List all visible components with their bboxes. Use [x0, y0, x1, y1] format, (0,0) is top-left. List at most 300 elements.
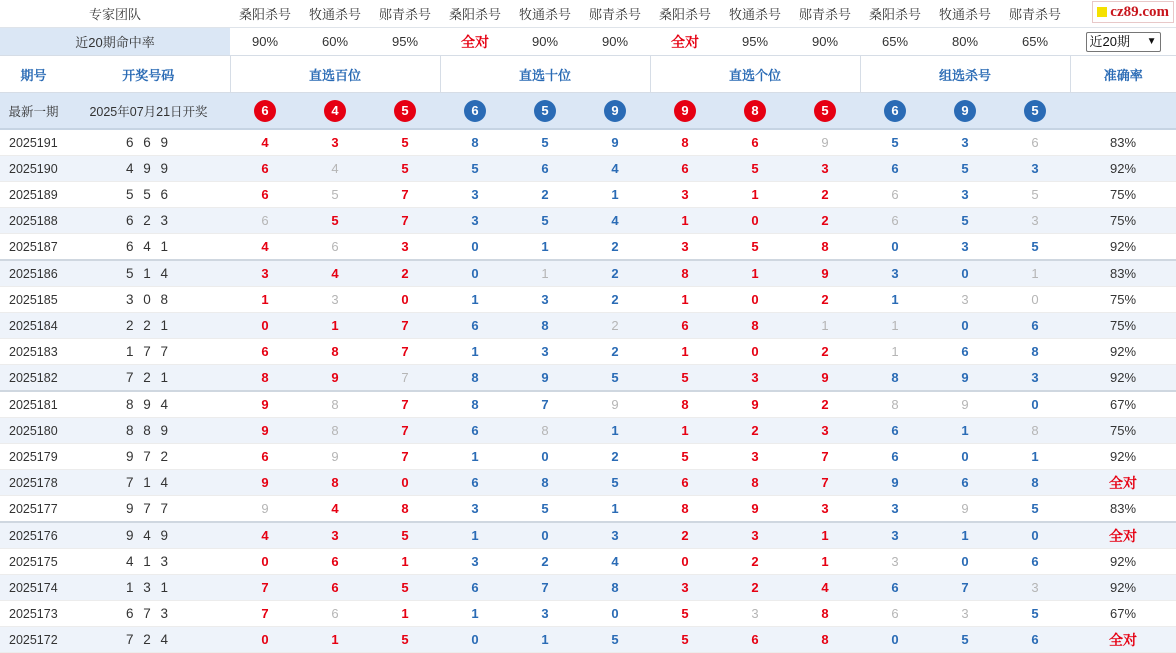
kill-number-cell: 6 [650, 470, 720, 496]
kill-number-cell: 5 [370, 627, 440, 653]
kill-number-cell: 3 [300, 129, 370, 156]
kill-number-cell: 3 [930, 601, 1000, 627]
kill-number-cell: 3 [300, 522, 370, 549]
hit-rate-row [0, 28, 1176, 56]
kill-number-cell: 2 [720, 549, 790, 575]
kill-number-cell: 1 [300, 627, 370, 653]
kill-number-cell: 6 [720, 627, 790, 653]
kill-number-cell: 2 [580, 339, 650, 365]
kill-number-cell: 3 [440, 182, 510, 208]
kill-number-cell: 6 [300, 601, 370, 627]
number-ball: 6 [884, 100, 906, 122]
kill-number-cell: 8 [1000, 470, 1070, 496]
kill-number-cell: 8 [510, 418, 580, 444]
kill-number-cell: 5 [650, 627, 720, 653]
expert-name: 桑阳杀号 [230, 0, 300, 28]
number-ball: 5 [534, 100, 556, 122]
kill-number-cell: 3 [440, 496, 510, 523]
accuracy-cell: 全对 [1070, 470, 1176, 496]
table-row [0, 339, 1176, 365]
number-ball: 5 [1024, 100, 1046, 122]
kill-number-cell: 6 [300, 575, 370, 601]
accuracy-cell: 67% [1070, 601, 1176, 627]
kill-number-cell: 3 [1000, 156, 1070, 182]
col-hundreds: 直选百位 [230, 56, 440, 93]
kill-number-cell: 9 [930, 391, 1000, 418]
kill-number-cell: 4 [230, 234, 300, 261]
number-ball: 9 [674, 100, 696, 122]
kill-number-cell: 6 [440, 575, 510, 601]
expert-name: 郧青杀号 [370, 0, 440, 28]
accuracy-cell: 92% [1070, 365, 1176, 392]
latest-draw-row [0, 93, 1176, 130]
kill-number-cell: 6 [860, 444, 930, 470]
kill-number-cell: 0 [860, 627, 930, 653]
kill-number-cell: 3 [860, 496, 930, 523]
kill-number-cell: 1 [370, 601, 440, 627]
table-row [0, 391, 1176, 418]
table-row [0, 522, 1176, 549]
kill-number-cell: 6 [650, 313, 720, 339]
hit-rate: 全对 [440, 28, 510, 56]
draw-code-cell: 3 0 8 [67, 287, 230, 313]
kill-number-cell: 4 [790, 575, 860, 601]
expert-name: 郧青杀号 [1000, 0, 1070, 28]
kill-number-cell: 1 [650, 418, 720, 444]
kill-number-cell: 5 [930, 627, 1000, 653]
period-cell: 2025190 [0, 156, 67, 182]
kill-number-cell: 9 [720, 496, 790, 523]
kill-number-cell: 9 [230, 496, 300, 523]
hit-rate: 90% [580, 28, 650, 56]
number-ball: 6 [464, 100, 486, 122]
kill-number-cell: 0 [440, 260, 510, 287]
draw-code-cell: 7 2 4 [67, 627, 230, 653]
kill-number-cell: 3 [930, 287, 1000, 313]
kill-number-cell: 8 [230, 365, 300, 392]
kill-number-cell: 9 [510, 365, 580, 392]
kill-number-cell: 3 [230, 260, 300, 287]
draw-code-cell: 5 5 6 [67, 182, 230, 208]
draw-code-cell: 9 4 9 [67, 522, 230, 549]
number-ball: 8 [744, 100, 766, 122]
kill-number-cell: 6 [720, 129, 790, 156]
kill-number-cell: 5 [370, 129, 440, 156]
accuracy-cell: 83% [1070, 496, 1176, 523]
kill-number-cell: 0 [580, 601, 650, 627]
period-cell: 2025179 [0, 444, 67, 470]
table-row [0, 627, 1176, 653]
kill-number-cell: 6 [440, 418, 510, 444]
accuracy-cell: 83% [1070, 260, 1176, 287]
kill-number-cell: 1 [440, 339, 510, 365]
table-row [0, 418, 1176, 444]
kill-number-cell: 0 [440, 234, 510, 261]
kill-number-cell: 0 [930, 313, 1000, 339]
kill-number-cell: 8 [1000, 339, 1070, 365]
accuracy-cell: 83% [1070, 129, 1176, 156]
kill-number-cell: 2 [650, 522, 720, 549]
kill-number-cell: 6 [1000, 129, 1070, 156]
kill-number-cell: 2 [580, 444, 650, 470]
latest-ball-cell [370, 93, 440, 130]
kill-number-cell: 6 [1000, 549, 1070, 575]
latest-ball-cell [1000, 93, 1070, 130]
kill-number-cell: 8 [300, 470, 370, 496]
kill-number-cell: 8 [510, 470, 580, 496]
period-cell: 2025174 [0, 575, 67, 601]
hit-rate: 95% [370, 28, 440, 56]
kill-number-cell: 5 [580, 470, 650, 496]
kill-number-cell: 8 [300, 391, 370, 418]
draw-code-cell: 8 8 9 [67, 418, 230, 444]
kill-number-cell: 1 [580, 418, 650, 444]
kill-number-cell: 2 [720, 575, 790, 601]
table-row [0, 549, 1176, 575]
draw-code-cell: 7 2 1 [67, 365, 230, 392]
kill-number-cell: 2 [580, 313, 650, 339]
kill-number-cell: 3 [370, 234, 440, 261]
kill-number-cell: 9 [230, 391, 300, 418]
draw-code-cell: 9 7 2 [67, 444, 230, 470]
kill-number-cell: 1 [650, 339, 720, 365]
logo-cell [1070, 0, 1176, 28]
accuracy-cell: 92% [1070, 549, 1176, 575]
accuracy-cell: 67% [1070, 391, 1176, 418]
kill-number-cell: 8 [510, 313, 580, 339]
kill-number-cell: 3 [440, 549, 510, 575]
kill-number-cell: 5 [370, 522, 440, 549]
kill-number-cell: 7 [370, 418, 440, 444]
kill-number-cell: 0 [1000, 287, 1070, 313]
kill-number-cell: 3 [1000, 208, 1070, 234]
expert-name: 桑阳杀号 [440, 0, 510, 28]
hit-rate: 90% [230, 28, 300, 56]
period-cell: 2025191 [0, 129, 67, 156]
kill-number-cell: 2 [790, 339, 860, 365]
kill-number-cell: 8 [720, 313, 790, 339]
kill-number-cell: 1 [440, 601, 510, 627]
kill-number-cell: 3 [720, 365, 790, 392]
period-cell: 2025177 [0, 496, 67, 523]
latest-ball-cell [930, 93, 1000, 130]
kill-number-cell: 6 [230, 156, 300, 182]
expert-name: 牧通杀号 [510, 0, 580, 28]
kill-number-cell: 3 [720, 601, 790, 627]
kill-number-cell: 1 [860, 287, 930, 313]
kill-number-cell: 1 [1000, 260, 1070, 287]
number-ball: 6 [254, 100, 276, 122]
expert-name: 牧通杀号 [300, 0, 370, 28]
kill-number-cell: 1 [510, 260, 580, 287]
kill-number-cell: 3 [580, 522, 650, 549]
kill-number-cell: 8 [300, 339, 370, 365]
kill-number-cell: 1 [300, 313, 370, 339]
period-select[interactable] [1086, 32, 1161, 52]
kill-number-cell: 1 [790, 549, 860, 575]
kill-number-cell: 1 [860, 339, 930, 365]
kill-number-cell: 6 [860, 418, 930, 444]
kill-number-cell: 8 [720, 470, 790, 496]
period-cell: 2025186 [0, 260, 67, 287]
latest-ball-cell [720, 93, 790, 130]
col-code: 开奖号码 [67, 56, 230, 93]
kill-number-cell: 1 [580, 182, 650, 208]
period-cell: 2025175 [0, 549, 67, 575]
expert-name: 郧青杀号 [790, 0, 860, 28]
kill-number-cell: 4 [230, 522, 300, 549]
period-cell: 2025182 [0, 365, 67, 392]
kill-number-cell: 2 [790, 208, 860, 234]
kill-number-cell: 1 [930, 418, 1000, 444]
kill-number-cell: 6 [440, 313, 510, 339]
kill-number-cell: 6 [300, 549, 370, 575]
kill-number-cell: 9 [300, 444, 370, 470]
kill-number-cell: 8 [860, 391, 930, 418]
kill-number-cell: 0 [1000, 522, 1070, 549]
draw-code-cell: 6 7 3 [67, 601, 230, 627]
expert-name: 郧青杀号 [580, 0, 650, 28]
site-logo[interactable] [1092, 1, 1174, 23]
kill-number-cell: 4 [300, 496, 370, 523]
kill-number-cell: 5 [300, 182, 370, 208]
latest-ball-cell [230, 93, 300, 130]
kill-number-cell: 2 [580, 287, 650, 313]
kill-number-cell: 7 [510, 391, 580, 418]
col-period: 期号 [0, 56, 67, 93]
draw-code-cell: 8 9 4 [67, 391, 230, 418]
logo-square-icon [1097, 7, 1107, 17]
kill-number-cell: 2 [580, 234, 650, 261]
kill-number-cell: 8 [300, 418, 370, 444]
table-row [0, 496, 1176, 523]
table-row [0, 156, 1176, 182]
kill-number-cell: 1 [1000, 444, 1070, 470]
kill-number-cell: 3 [300, 287, 370, 313]
table-row [0, 234, 1176, 261]
latest-ball-cell [650, 93, 720, 130]
col-tens: 直选十位 [440, 56, 650, 93]
kill-number-cell: 5 [930, 156, 1000, 182]
kill-number-cell: 7 [790, 444, 860, 470]
kill-number-cell: 6 [930, 470, 1000, 496]
table-row [0, 470, 1176, 496]
kill-number-cell: 5 [1000, 496, 1070, 523]
kill-number-cell: 2 [510, 182, 580, 208]
kill-number-cell: 0 [440, 627, 510, 653]
draw-code-cell: 4 1 3 [67, 549, 230, 575]
kill-number-cell: 8 [790, 601, 860, 627]
hit-rate: 95% [720, 28, 790, 56]
kill-number-cell: 9 [790, 260, 860, 287]
hit-rate: 全对 [650, 28, 720, 56]
kill-number-cell: 7 [930, 575, 1000, 601]
draw-code-cell: 4 9 9 [67, 156, 230, 182]
kill-number-cell: 3 [790, 496, 860, 523]
kill-number-cell: 6 [440, 470, 510, 496]
kill-number-cell: 2 [790, 182, 860, 208]
kill-number-cell: 1 [650, 287, 720, 313]
kill-number-cell: 4 [300, 156, 370, 182]
kill-number-cell: 5 [580, 365, 650, 392]
kill-number-cell: 7 [510, 575, 580, 601]
period-cell: 2025189 [0, 182, 67, 208]
kill-number-cell: 0 [720, 287, 790, 313]
chevron-down-icon: ▼ [1146, 35, 1157, 47]
kill-number-cell: 3 [650, 182, 720, 208]
kill-number-cell: 0 [230, 313, 300, 339]
hit-rate: 60% [300, 28, 370, 56]
kill-number-cell: 9 [860, 470, 930, 496]
period-cell: 2025184 [0, 313, 67, 339]
kill-number-cell: 1 [650, 208, 720, 234]
draw-code-cell: 6 4 1 [67, 234, 230, 261]
kill-number-cell: 0 [510, 522, 580, 549]
accuracy-cell: 75% [1070, 313, 1176, 339]
kill-number-cell: 1 [790, 313, 860, 339]
period-cell: 2025188 [0, 208, 67, 234]
latest-draw-date: 2025年07月21日开奖 [67, 93, 230, 130]
kill-number-cell: 5 [1000, 601, 1070, 627]
kill-number-cell: 3 [650, 234, 720, 261]
table-row [0, 365, 1176, 392]
latest-accuracy-empty [1070, 93, 1176, 130]
kill-number-cell: 5 [580, 627, 650, 653]
kill-number-cell: 2 [790, 287, 860, 313]
kill-number-cell: 5 [650, 601, 720, 627]
kill-number-cell: 8 [790, 234, 860, 261]
draw-code-cell: 6 6 9 [67, 129, 230, 156]
number-ball: 5 [394, 100, 416, 122]
kill-number-cell: 9 [930, 365, 1000, 392]
kill-number-cell: 4 [580, 156, 650, 182]
accuracy-cell: 全对 [1070, 522, 1176, 549]
kill-number-cell: 5 [370, 575, 440, 601]
expert-name: 牧通杀号 [930, 0, 1000, 28]
expert-name: 牧通杀号 [720, 0, 790, 28]
kill-number-cell: 3 [860, 522, 930, 549]
logo-text: cz89.com [1110, 4, 1170, 20]
kill-number-cell: 3 [930, 182, 1000, 208]
latest-ball-cell [790, 93, 860, 130]
kill-number-cell: 5 [370, 156, 440, 182]
kill-number-cell: 0 [930, 444, 1000, 470]
period-select-value: 近20期 [1089, 33, 1130, 49]
kill-number-cell: 5 [930, 208, 1000, 234]
kill-number-cell: 9 [580, 391, 650, 418]
kill-number-cell: 1 [860, 313, 930, 339]
kill-number-cell: 4 [580, 208, 650, 234]
kill-number-cell: 6 [860, 575, 930, 601]
kill-number-cell: 7 [370, 208, 440, 234]
kill-number-cell: 8 [860, 365, 930, 392]
kill-number-cell: 1 [440, 287, 510, 313]
col-group: 组选杀号 [860, 56, 1070, 93]
col-units: 直选个位 [650, 56, 860, 93]
kill-number-cell: 8 [580, 575, 650, 601]
kill-number-cell: 8 [440, 129, 510, 156]
kill-number-cell: 1 [370, 549, 440, 575]
number-ball: 5 [814, 100, 836, 122]
kill-number-cell: 8 [650, 260, 720, 287]
kill-number-cell: 1 [230, 287, 300, 313]
accuracy-cell: 92% [1070, 339, 1176, 365]
kill-number-cell: 9 [300, 365, 370, 392]
kill-number-cell: 7 [370, 182, 440, 208]
kill-number-cell: 7 [370, 365, 440, 392]
kill-number-cell: 5 [860, 129, 930, 156]
kill-number-cell: 2 [720, 418, 790, 444]
kill-number-cell: 1 [510, 234, 580, 261]
period-cell: 2025183 [0, 339, 67, 365]
kill-number-cell: 6 [300, 234, 370, 261]
kill-number-cell: 0 [230, 627, 300, 653]
kill-number-cell: 2 [370, 260, 440, 287]
accuracy-cell: 92% [1070, 234, 1176, 261]
expert-name: 桑阳杀号 [860, 0, 930, 28]
table-row [0, 575, 1176, 601]
kill-number-cell: 5 [720, 156, 790, 182]
accuracy-cell: 92% [1070, 156, 1176, 182]
kill-number-cell: 7 [230, 601, 300, 627]
table-row [0, 601, 1176, 627]
kill-number-cell: 0 [720, 339, 790, 365]
draw-code-cell: 2 2 1 [67, 313, 230, 339]
accuracy-cell: 75% [1070, 418, 1176, 444]
kill-number-cell: 5 [510, 129, 580, 156]
kill-number-cell: 0 [1000, 391, 1070, 418]
kill-number-cell: 0 [930, 260, 1000, 287]
table-row [0, 208, 1176, 234]
kill-number-cell: 1 [790, 522, 860, 549]
latest-ball-cell [860, 93, 930, 130]
table-row [0, 260, 1176, 287]
kill-number-cell: 5 [300, 208, 370, 234]
table-row [0, 129, 1176, 156]
kill-number-cell: 7 [370, 339, 440, 365]
kill-number-cell: 3 [790, 156, 860, 182]
kill-number-cell: 2 [510, 549, 580, 575]
kill-number-cell: 6 [1000, 313, 1070, 339]
period-cell: 2025187 [0, 234, 67, 261]
period-cell: 2025172 [0, 627, 67, 653]
hit-rate: 90% [510, 28, 580, 56]
hit-rate: 80% [930, 28, 1000, 56]
kill-number-cell: 6 [230, 339, 300, 365]
accuracy-cell: 75% [1070, 182, 1176, 208]
kill-number-cell: 6 [860, 601, 930, 627]
kill-number-cell: 1 [510, 627, 580, 653]
kill-number-cell: 3 [510, 339, 580, 365]
kill-number-cell: 9 [930, 496, 1000, 523]
kill-number-cell: 6 [230, 208, 300, 234]
latest-ball-cell [510, 93, 580, 130]
kill-number-cell: 7 [370, 313, 440, 339]
kill-number-cell: 8 [1000, 418, 1070, 444]
kill-number-cell: 9 [720, 391, 790, 418]
kill-number-cell: 3 [440, 208, 510, 234]
period-cell: 2025173 [0, 601, 67, 627]
kill-number-cell: 3 [650, 575, 720, 601]
table-row [0, 313, 1176, 339]
kill-number-cell: 7 [790, 470, 860, 496]
kill-number-cell: 2 [790, 391, 860, 418]
kill-number-cell: 6 [930, 339, 1000, 365]
kill-number-cell: 1 [930, 522, 1000, 549]
accuracy-cell: 75% [1070, 208, 1176, 234]
kill-number-cell: 3 [1000, 365, 1070, 392]
period-cell: 2025176 [0, 522, 67, 549]
